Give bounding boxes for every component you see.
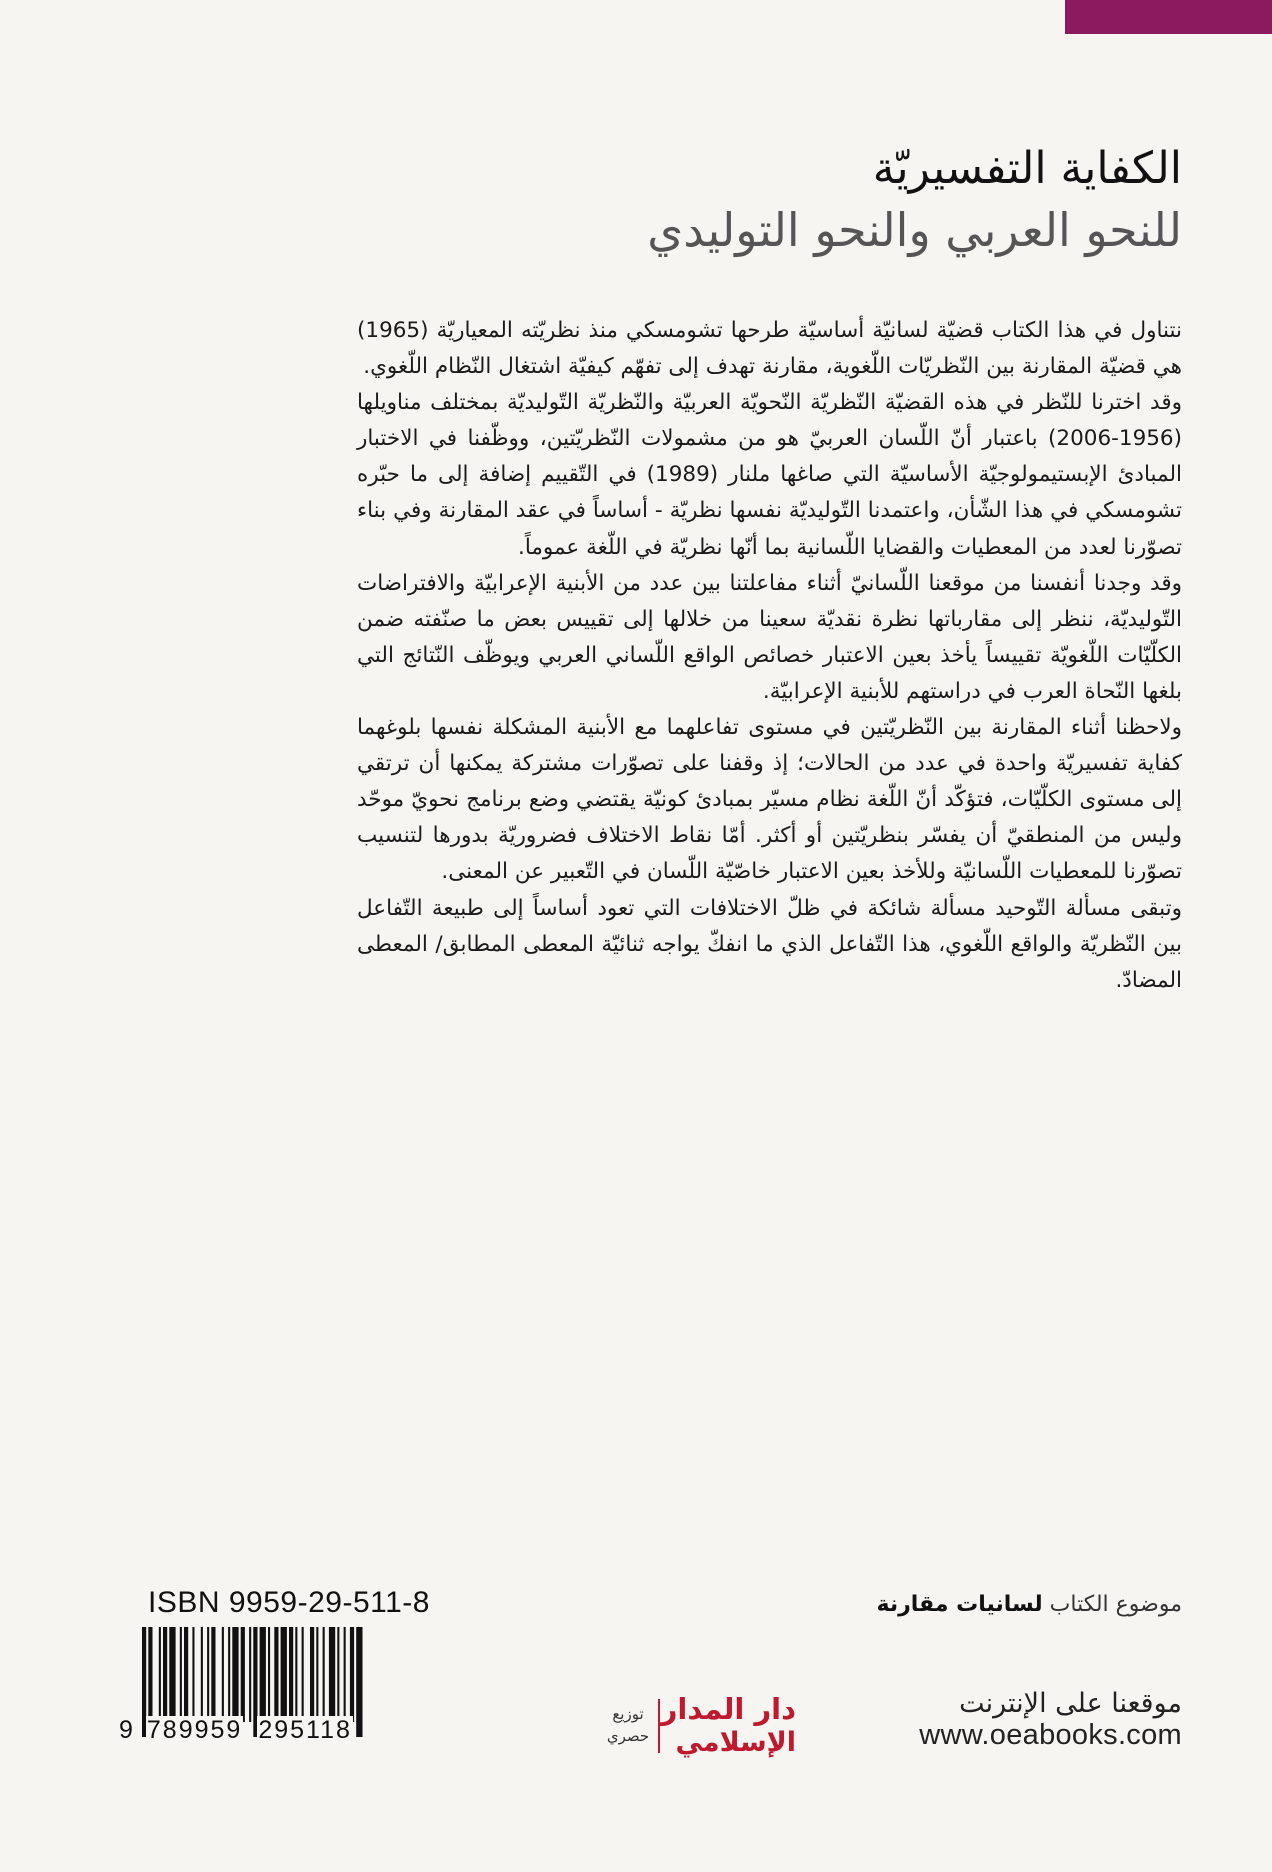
title-block [282,140,1182,262]
barcode-bar [163,1627,167,1722]
barcode-digits [118,1716,353,1745]
barcode-bar [302,1627,304,1722]
book-subtitle: للنحو العربي والنحو التوليدي [647,203,1182,257]
subject-prefix: موضوع الكتاب [1049,1592,1182,1617]
barcode-bar [211,1627,215,1722]
barcode-bar [222,1627,224,1722]
barcode-digit-group: 295118 [258,1716,352,1744]
back-cover-blurb [357,313,1182,999]
subject-value: لسانيات مقارنة [876,1592,1043,1617]
logo-divider [658,1699,660,1753]
barcode-bar [260,1627,266,1722]
barcode-bar [316,1627,318,1722]
blurb-paragraph: وتبقى مسألة التّوحيد مسألة شائكة في ظلّ الاختلافات التي تعود أساساً إلى طبيعة التّفاعل بين النّظريّة والواقع اللّغوي، هذا التّفاعل الذي ما انفكّ يواجه ثنائيّة المعطى المطابق/ المعطى المضادّ. [357,895,1182,993]
barcode-bar [281,1627,287,1722]
publisher-name: دار المدار [660,1692,796,1726]
barcode-bar [180,1627,182,1722]
barcode-bar [148,1627,152,1722]
barcode-bar [268,1627,270,1722]
website-link[interactable]: www.oeabooks.com [919,1719,1182,1751]
barcode-bar [228,1627,230,1722]
book-subject [876,1592,1182,1617]
barcode-bar [201,1627,203,1722]
barcode-bar [249,1627,251,1722]
barcode-digit-group: 789959 [146,1716,243,1744]
distribution-note: توزيع حصري [606,1705,650,1745]
publisher-name-line2: الإسلامي [675,1727,796,1758]
barcode-bar [323,1627,325,1722]
barcode-bar [310,1627,314,1722]
barcode-bar [241,1627,245,1722]
barcode-bar [295,1627,297,1722]
barcode-bar [274,1627,278,1722]
barcode-bar [350,1627,354,1722]
blurb-paragraph: نتناول في هذا الكتاب قضيّة لسانيّة أساسيّة طرحها تشومسكي منذ نظريّته المعياريّة (1965) هي قضيّة المقارنة بين النّظريّات اللّغوية، مقارنة تهدف إلى تفهّم كيفيّة اشتغال النّظام اللّغوي. [357,318,1182,380]
book-title: الكفاية التفسيريّة [872,143,1182,194]
isbn-label: ISBN 9959-29-511-8 [148,1586,430,1619]
blurb-paragraph: وقد وجدنا أنفسنا من موقعنا اللّسانيّ أثناء مفاعلتنا بين عدد من الأبنية الإعرابيّة والافتراضات التّوليديّة، ننظر إلى مقارباتها نظرة نقديّة سعينا من خلالها إلى تقييس بعض ما صنّفته ضمن الكلّيّات اللّغويّة تقييساً يأخذ بعين الاعتبار خصائص الواقع اللّساني العربي ويوظّف النّتائج التي بلغها النّحاة العرب في دراستهم للأبنية الإعرابيّة. [357,570,1182,704]
barcode-bar [184,1627,188,1722]
website-label: موقعنا على الإنترنت [959,1688,1182,1719]
barcode-bar [159,1627,161,1722]
barcode-bar [289,1627,293,1722]
barcode-bar [356,1627,362,1737]
barcode-digit-group: 9 [119,1716,133,1744]
barcode-bar [232,1627,238,1722]
blurb-paragraph: وقد اخترنا للنّظر في هذه القضيّة النّظريّة النّحويّة العربيّة والنّظريّة التّوليديّة بمختلف مناويلها (1956-2006) باعتبار أنّ اللّسان العربيّ هو من مشمولات النّظريّتين، ووظّفنا في الاختبار المبادئ الإبستيمولوجيّة الأساسيّة التي صاغها ملنار (1989) في التّقييم إضافة إلى ما حبّره تشومسكي في هذا الشّأن، واعتمدنا التّوليديّة نفسها نظريّة - أساساً في عقد المقارنة وفي بناء تصوّرنا لعدد من المعطيات والقضايا اللّسانية بما أنّها نظريّة في اللّغة عموماً. [357,390,1182,560]
barcode-bar [169,1627,175,1722]
barcode-bar [192,1627,194,1722]
publisher-logo [596,1693,796,1763]
barcode-bar [344,1627,346,1722]
blurb-paragraph: ولاحظنا أثناء المقارنة بين النّظريّتين في مستوى تفاعلهما مع الأبنية المشكلة نفسها بلوغهما كفاية تفسيريّة واحدة في عدد من الحالات؛ إذ وقفنا على تصوّرات مشتركة يمكنها أن ترتقي إلى مستوى الكلّيّات، فتؤكّد أنّ اللّغة نظام مسيّر بمبادئ كونيّة يقتضي وضع برنامج نحويّ موحّد وليس من المنطقيّ أن يفسّر بنظريّتين أو أكثر. أمّا نقاط الاختلاف فضروريّة بدورها لتنسيب تصوّرنا للمعطيات اللّسانيّة وللأخذ بعين الاعتبار خاصّيّة اللّسان في التّعبير عن المعنى. [357,715,1182,885]
corner-color-tab [1065,0,1272,34]
barcode-bar [207,1627,209,1722]
barcode-bar [329,1627,335,1722]
barcode-bar [337,1627,339,1722]
